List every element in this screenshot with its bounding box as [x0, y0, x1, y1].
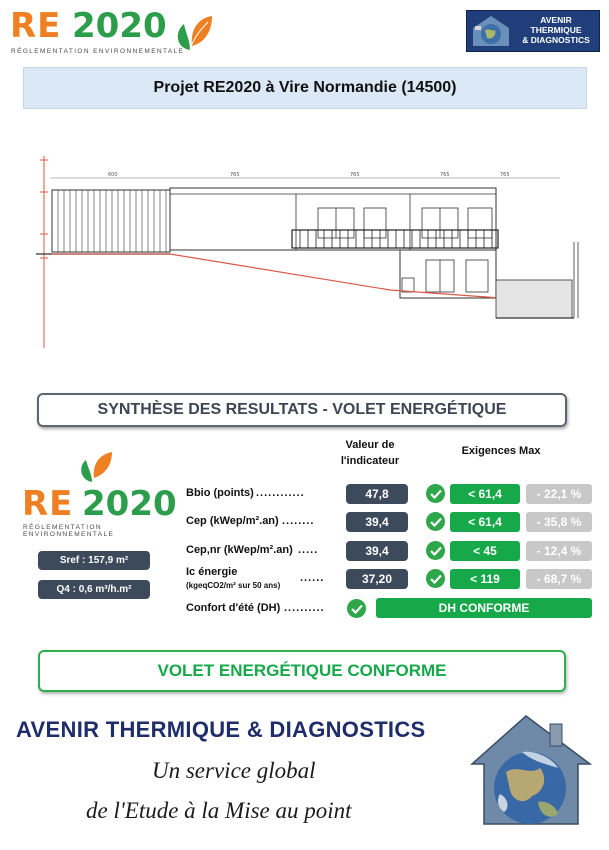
leader-dots: ........ [282, 515, 315, 527]
footer-slogan-line-1: Un service global [152, 758, 316, 783]
leaf-icon [74, 450, 114, 484]
badge-line-3: & DIAGNOSTICS [522, 35, 590, 45]
logo-subtitle: RÉGLEMENTATION ENVIRONNEMENTALE [11, 48, 185, 55]
re2020-header-logo [10, 6, 210, 58]
indicator-value: 39,4 [346, 541, 408, 561]
indicator-value: 37,20 [346, 569, 408, 589]
indicator-label: Ic énergie [186, 566, 238, 578]
requirement-value: < 45 [450, 541, 520, 561]
dim-label: 765 [230, 172, 240, 178]
margin-percent: - 22,1 % [526, 484, 592, 504]
requirement-column-header: Exigences Max [461, 445, 541, 457]
conformity-banner: VOLET ENERGÉTIQUE CONFORME [38, 650, 566, 692]
check-circle-icon [426, 541, 445, 560]
value-column-header [330, 437, 410, 469]
comfort-label: Confort d'été (DH) [186, 602, 281, 614]
requirement-value: < 61,4 [450, 512, 520, 532]
indicator-label: Cep,nr (kWep/m².an) [186, 544, 293, 556]
check-circle-icon [347, 599, 366, 618]
leader-dots: ...... [300, 572, 325, 584]
indicator-value: 39,4 [346, 512, 408, 532]
re2020-side-logo [22, 450, 177, 538]
value-header-line-1: Valeur de [345, 439, 395, 451]
dim-label: 765 [440, 172, 450, 178]
dim-label: 600 [108, 172, 118, 178]
value-header-line-2: l'indicateur [340, 455, 400, 467]
margin-percent: - 35,8 % [526, 512, 592, 532]
globe-house-icon [466, 712, 600, 832]
badge-line-1: AVENIR [540, 15, 572, 25]
dim-label: 765 [500, 172, 510, 178]
leader-dots: ..... [298, 544, 319, 556]
indicator-label: Cep (kWep/m².an) [186, 515, 279, 527]
requirement-value: < 61,4 [450, 484, 520, 504]
q4-pill: Q4 : 0,6 m³/h.m² [38, 580, 150, 599]
comfort-status: DH CONFORME [376, 598, 592, 618]
indicator-sublabel: (kgeqCO2/m² sur 50 ans) [186, 581, 281, 590]
leader-dots: .......... [284, 602, 325, 614]
leader-dots: ............ [256, 487, 305, 499]
requirement-value: < 119 [450, 569, 520, 589]
badge-line-2: THERMIQUE [530, 25, 582, 35]
footer-slogan-line-2: de l'Etude à la Mise au point [86, 798, 352, 823]
side-logo-year-text: 2020 [82, 484, 177, 524]
project-title: Projet RE2020 à Vire Normandie (14500) [23, 67, 587, 109]
sref-pill: Sref : 157,9 m² [38, 551, 150, 570]
indicator-value: 47,8 [346, 484, 408, 504]
globe-house-icon [469, 14, 513, 48]
logo-year-text: 2020 [72, 6, 167, 46]
check-circle-icon [426, 484, 445, 503]
indicator-label: Bbio (points) [186, 487, 254, 499]
footer-company-name: AVENIR THERMIQUE & DIAGNOSTICS [16, 717, 426, 742]
margin-percent: - 12,4 % [526, 541, 592, 561]
side-logo-re-text: RE [22, 484, 74, 524]
building-elevation-drawing [30, 150, 586, 350]
side-logo-subtitle: RÉGLEMENTATION ENVIRONNEMENTALE [23, 524, 115, 538]
check-circle-icon [426, 512, 445, 531]
dim-label: 765 [350, 172, 360, 178]
synthesis-title: SYNTHÈSE DES RESULTATS - VOLET ENERGÉTIQUE [37, 393, 567, 427]
check-circle-icon [426, 569, 445, 588]
margin-percent: - 68,7 % [526, 569, 592, 589]
company-badge [466, 10, 600, 52]
logo-re-text: RE [10, 6, 62, 46]
